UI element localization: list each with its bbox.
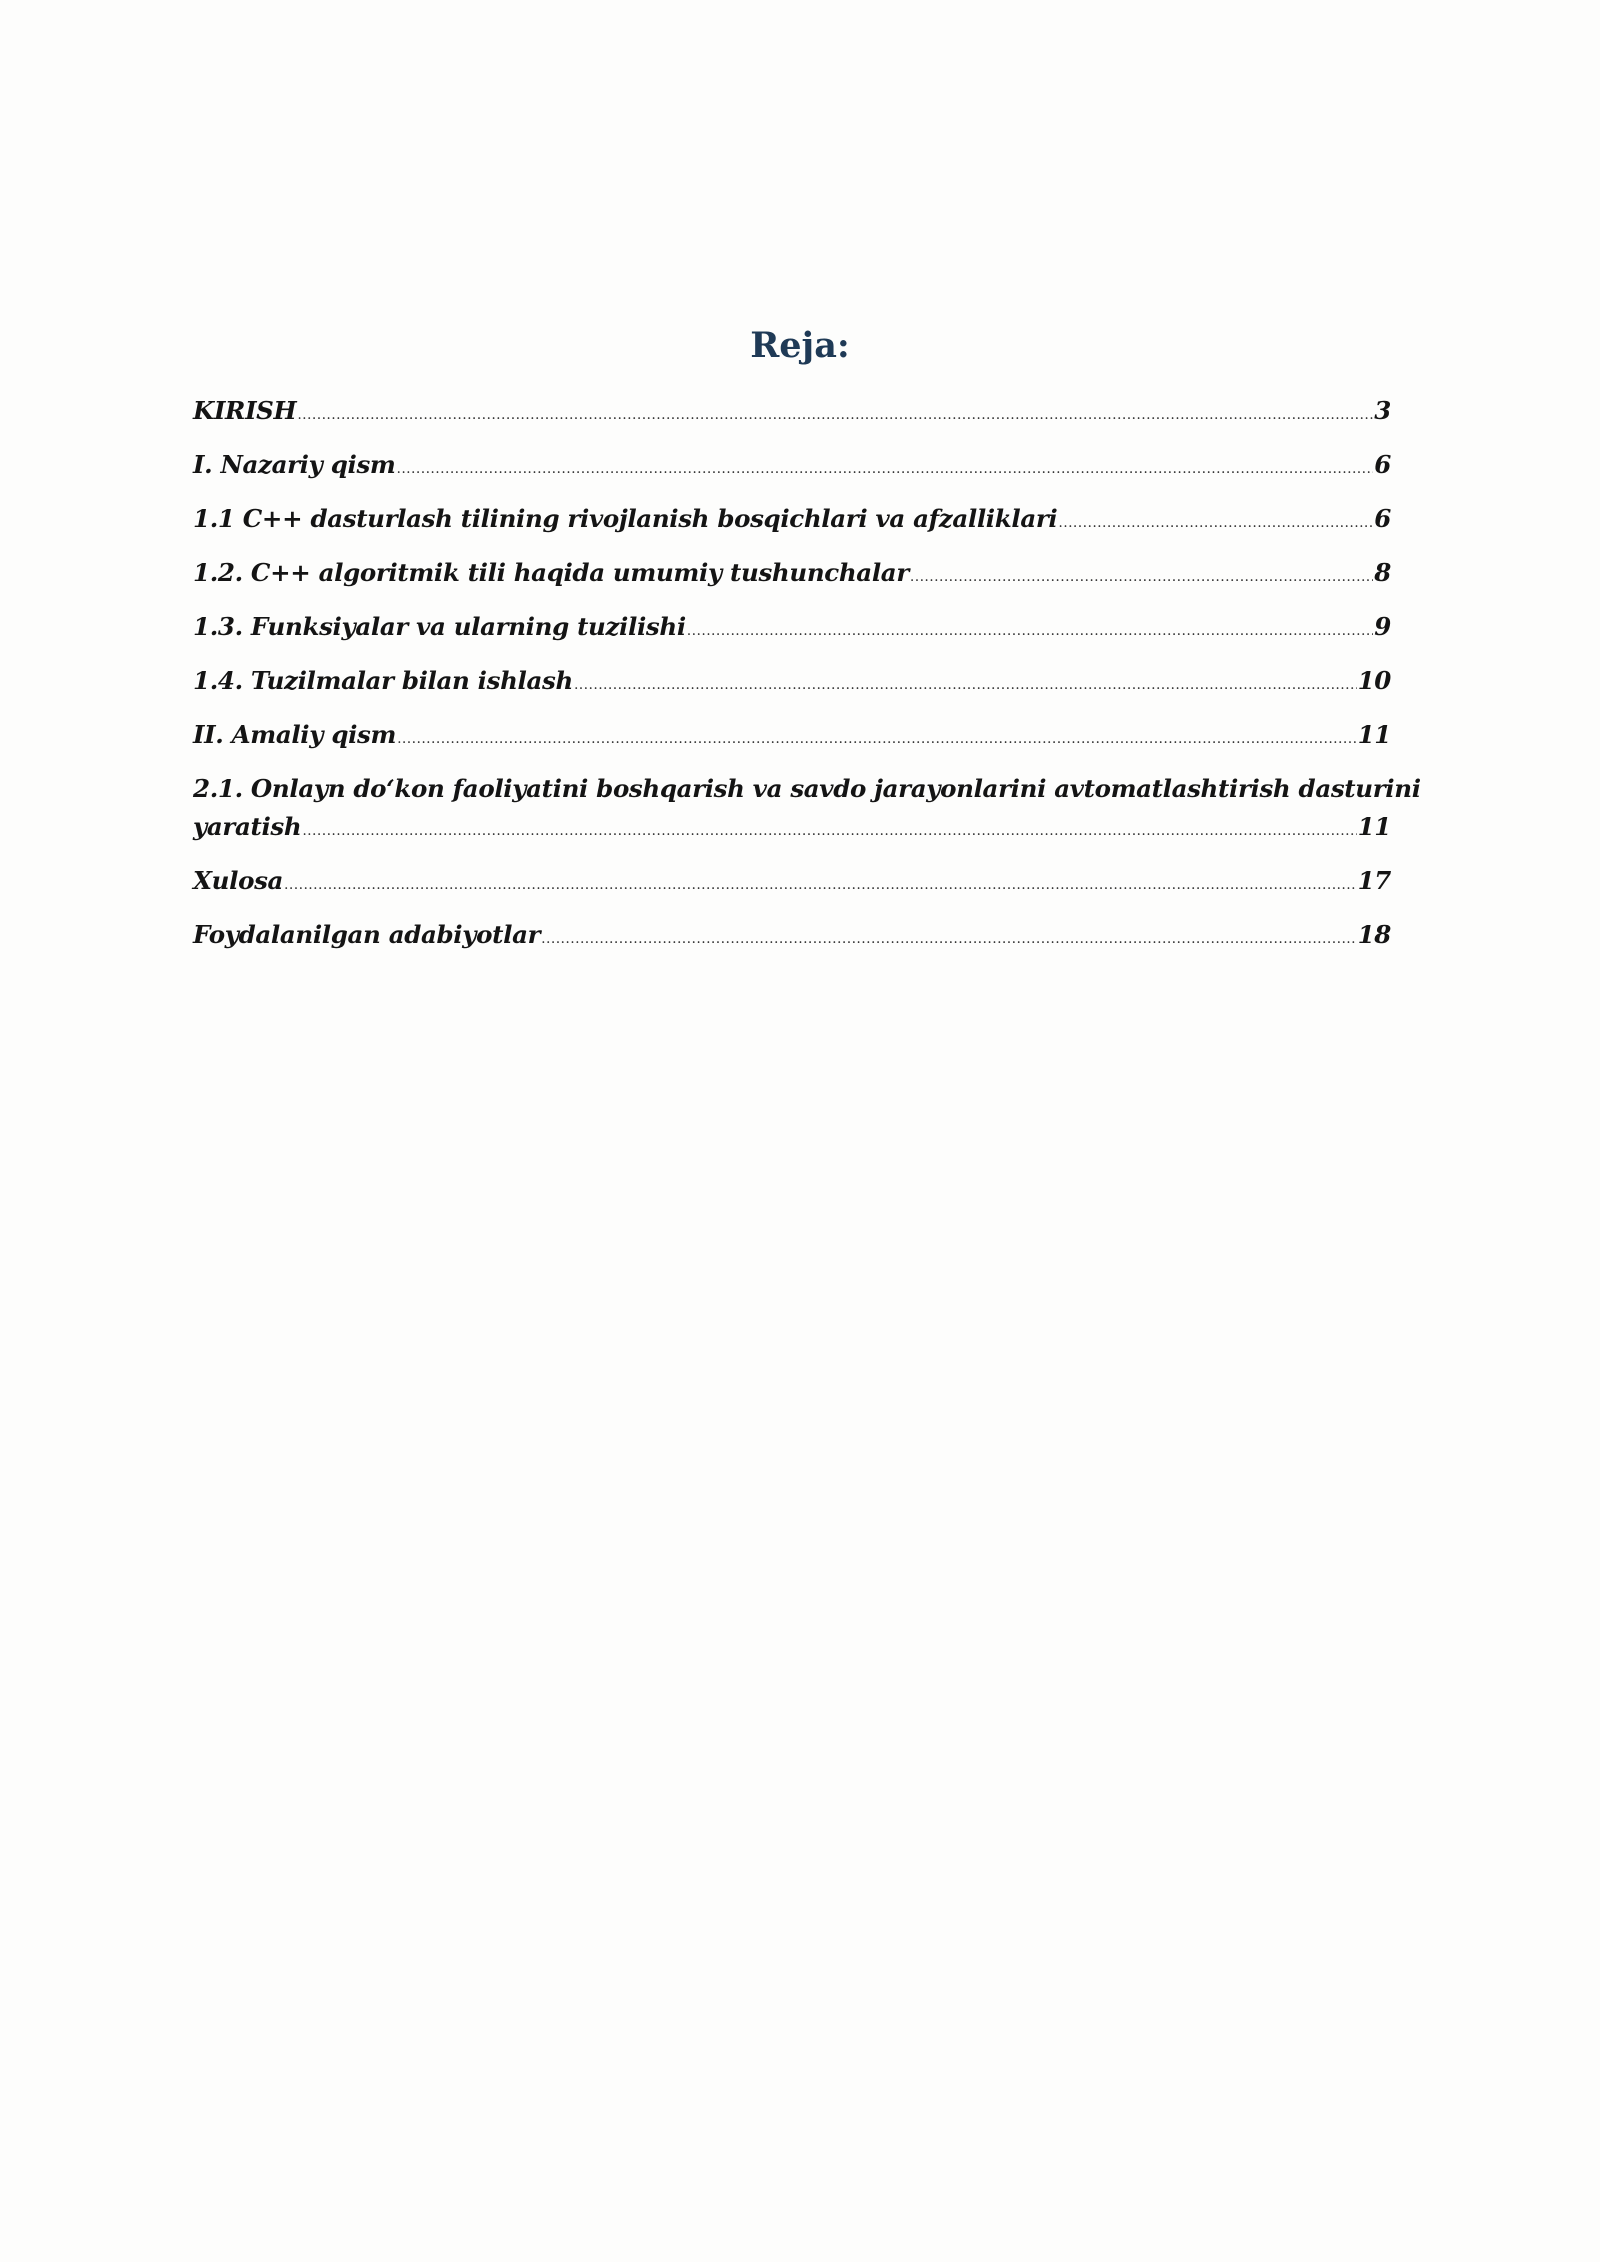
toc-entry-2-1 xyxy=(193,770,1421,846)
toc-dot-leader xyxy=(910,558,1373,596)
toc-entry-1-3 xyxy=(193,608,1391,646)
toc-entry-1-2 xyxy=(193,554,1391,592)
toc-entry-adabiyotlar xyxy=(193,916,1391,954)
toc-page-number: 8 xyxy=(1374,558,1391,587)
toc-entry-line2 xyxy=(193,808,1391,846)
toc-page-number: 17 xyxy=(1357,866,1391,895)
toc-page-number: 9 xyxy=(1374,612,1391,641)
toc-dot-leader xyxy=(1058,504,1373,542)
toc-entry-xulosa xyxy=(193,862,1391,900)
toc-dot-leader xyxy=(397,720,1357,758)
toc-dot-leader xyxy=(574,666,1357,704)
toc-entry-label: 1.1 C++ dasturlash tilining rivojlanish bosqichlari va afzalliklari xyxy=(193,504,1058,533)
toc-entry-1-1 xyxy=(193,500,1391,538)
toc-page-number: 3 xyxy=(1374,396,1391,425)
toc-entry-label-line1: 2.1. Onlayn do‘kon faoliyatini boshqarish va savdo jarayonlarini avtomatlashtirish dasturini xyxy=(193,774,1421,803)
toc-page-number: 18 xyxy=(1357,920,1391,949)
toc-entry-label: Xulosa xyxy=(193,866,284,895)
toc-entry-label: I. Nazariy qism xyxy=(193,450,396,479)
toc-dot-leader xyxy=(284,866,1357,904)
toc-entry-label: Foydalanilgan adabiyotlar xyxy=(193,920,541,949)
toc-entry-label: II. Amaliy qism xyxy=(193,720,397,749)
toc-entry-label: 1.2. C++ algoritmik tili haqida umumiy tushunchalar xyxy=(193,558,909,587)
toc-page-number: 11 xyxy=(1357,812,1391,841)
toc-entry-nazariy-qism xyxy=(193,446,1391,484)
toc-page-number: 6 xyxy=(1374,504,1391,533)
toc-dot-leader xyxy=(297,396,1373,434)
toc-page-number: 6 xyxy=(1374,450,1391,479)
toc-entry-label: 1.4. Tuzilmalar bilan ishlash xyxy=(193,666,573,695)
toc-entry-label-line2: yaratish xyxy=(193,812,302,841)
toc-entry-label: 1.3. Funksiyalar va ularning tuzilishi xyxy=(193,612,686,641)
toc-dot-leader xyxy=(302,812,1356,850)
page-title: Reja: xyxy=(750,325,850,366)
toc-page-number: 11 xyxy=(1357,720,1391,749)
toc-entry-1-4 xyxy=(193,662,1391,700)
toc-entry-label: KIRISH xyxy=(193,396,297,425)
toc-entry-amaliy-qism xyxy=(193,716,1391,754)
toc-dot-leader xyxy=(396,450,1373,488)
table-of-contents xyxy=(193,392,1421,970)
toc-entry-kirish xyxy=(193,392,1391,430)
toc-dot-leader xyxy=(687,612,1374,650)
toc-page-number: 10 xyxy=(1357,666,1391,695)
toc-dot-leader xyxy=(541,920,1356,958)
